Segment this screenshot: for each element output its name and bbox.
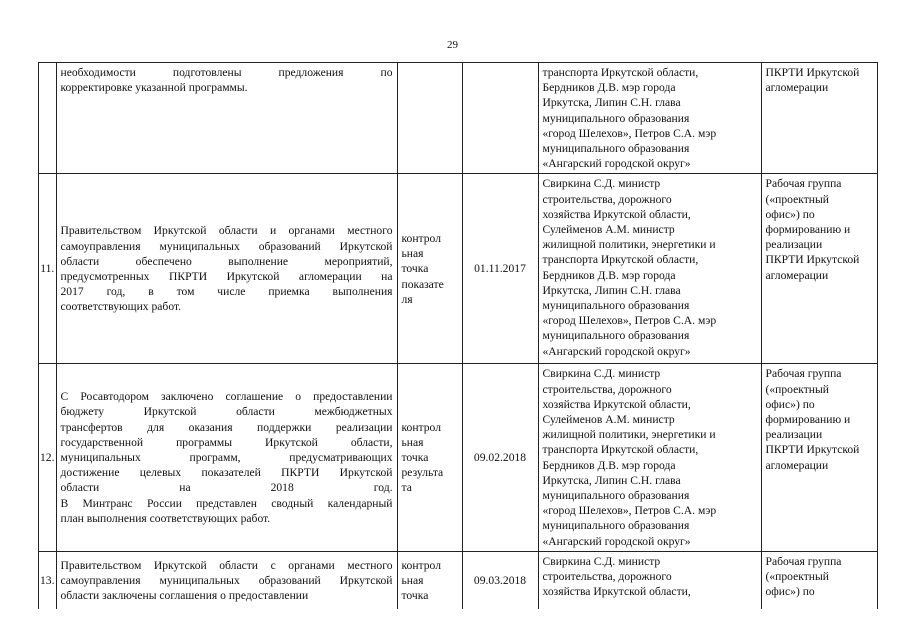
type-line: контрол <box>401 558 441 572</box>
responsible-line: «Ангарский городской округ» <box>542 157 691 171</box>
event-line: Правительством Иркутской области и органами местного <box>60 224 393 238</box>
responsible-line: Иркутска, Липин С.Н. глава <box>542 473 681 487</box>
responsible-line: Свиркина С.Д. министр <box>542 367 661 381</box>
responsible-line: «город Шелехов», Петров С.А. мэр <box>542 126 717 140</box>
event-line: Правительством Иркутской области с органами местного <box>60 558 393 572</box>
responsible-line: муниципального образования <box>542 142 690 156</box>
responsible-line: муниципального образования <box>542 489 690 503</box>
type-line: ьная <box>401 435 424 449</box>
type-cell <box>397 63 462 174</box>
table-row <box>39 174 878 364</box>
plan-table-body <box>39 63 878 610</box>
type-line: контрол <box>401 231 441 245</box>
page-number: 29 <box>447 39 458 51</box>
responsible-line: Свиркина С.Д. министр <box>542 177 661 191</box>
responsible-line: транспорта Иркутской области, <box>542 253 699 267</box>
responsible-line: транспорта Иркутской области, <box>542 66 699 79</box>
responsible-line: хозяйства Иркутской области, <box>542 207 691 221</box>
group-line: формированию и <box>765 223 851 237</box>
type-line: точка <box>401 451 429 465</box>
type-cell <box>397 551 462 609</box>
responsible-line: жилищной политики, энергетики и <box>542 238 716 252</box>
responsible-line: Свиркина С.Д. министр <box>542 554 661 568</box>
event-line: муниципальных программ, предусматривающих <box>60 451 393 465</box>
type-line: показате <box>401 277 444 291</box>
plan-table <box>38 62 878 609</box>
responsible-line: «Ангарский городской округ» <box>542 534 691 548</box>
row-number: 13. <box>39 551 57 609</box>
date-cell: 01.11.2017 <box>462 174 538 364</box>
type-line: точка <box>401 262 429 276</box>
type-line: контрол <box>401 420 441 434</box>
responsible-cell <box>538 551 761 609</box>
event-line: В Минтранс России представлен сводный календарный <box>60 496 393 510</box>
responsible-cell <box>538 364 761 551</box>
group-line: агломерации <box>765 268 829 282</box>
type-line: ля <box>401 292 413 306</box>
event-line: самоуправления муниципальных образований Иркутской <box>60 239 393 253</box>
group-line: («проектный <box>765 570 829 584</box>
responsible-cell <box>538 63 761 174</box>
responsible-line: жилищной политики, энергетики и <box>542 428 716 442</box>
responsible-line: Иркутска, Липин С.Н. глава <box>542 96 681 110</box>
event-line: предусмотренных ПКРТИ Иркутской агломерации на <box>60 269 393 283</box>
group-line: агломерации <box>765 458 829 472</box>
group-line: агломерации <box>765 81 829 95</box>
event-line: соответствующих работ. <box>60 300 182 314</box>
responsible-line: муниципального образования <box>542 519 690 533</box>
responsible-line: строительства, дорожного <box>542 192 672 206</box>
date-cell <box>462 63 538 174</box>
group-line: ПКРТИ Иркутской <box>765 443 860 457</box>
responsible-line: Сулейменов А.М. министр <box>542 223 675 237</box>
responsible-line: Бердников Д.В. мэр города <box>542 268 676 282</box>
responsible-cell <box>538 174 761 364</box>
group-line: ПКРТИ Иркутской <box>765 253 860 267</box>
responsible-line: строительства, дорожного <box>542 382 672 396</box>
responsible-line: Бердников Д.В. мэр города <box>542 81 676 95</box>
group-line: («проектный <box>765 382 829 396</box>
group-line: Рабочая группа <box>765 367 842 381</box>
event-line: области заключены соглашения о предоставлении <box>60 589 309 603</box>
type-line: точка <box>401 589 429 603</box>
responsible-line: хозяйства Иркутской области, <box>542 397 691 411</box>
group-line: формированию и <box>765 413 851 427</box>
responsible-line: муниципального образования <box>542 329 690 343</box>
event-cell <box>56 364 397 551</box>
group-cell <box>761 364 877 551</box>
group-line: ПКРТИ Иркутской <box>765 66 860 79</box>
table-row <box>39 364 878 551</box>
responsible-line: строительства, дорожного <box>542 570 672 584</box>
responsible-line: муниципального образования <box>542 299 690 313</box>
table-row <box>39 63 878 174</box>
event-line: необходимости подготовлены предложения по <box>60 66 393 79</box>
group-line: реализации <box>765 238 823 252</box>
group-line: офис») по <box>765 207 815 221</box>
event-line: 2017 год, в том числе приемка выполнения <box>60 285 393 299</box>
type-line: ьная <box>401 247 424 261</box>
event-cell <box>56 174 397 364</box>
event-line: план выполнения соответствующих работ. <box>60 511 271 525</box>
type-line: та <box>401 481 412 495</box>
responsible-line: «Ангарский городской округ» <box>542 344 691 358</box>
event-line: корректировке указанной программы. <box>60 81 248 95</box>
group-line: Рабочая группа <box>765 177 842 191</box>
row-number: 11. <box>39 174 57 364</box>
event-line: С Росавтодором заключено соглашение о предоставлении <box>60 390 393 404</box>
row-number: 12. <box>39 364 57 551</box>
event-cell <box>56 63 397 174</box>
event-cell <box>56 551 397 609</box>
group-line: («проектный <box>765 192 829 206</box>
responsible-line: «город Шелехов», Петров С.А. мэр <box>542 504 717 518</box>
event-line: области на 2018 год. <box>60 481 393 495</box>
date-cell: 09.03.2018 <box>462 551 538 609</box>
event-line: самоуправления муниципальных образований Иркутской <box>60 574 393 587</box>
group-cell <box>761 174 877 364</box>
responsible-line: транспорта Иркутской области, <box>542 443 699 457</box>
event-line: трансфертов для оказания поддержки реализации <box>60 420 393 434</box>
type-line: ьная <box>401 574 424 587</box>
type-cell <box>397 364 462 551</box>
table-row <box>39 551 878 609</box>
group-line: реализации <box>765 428 823 442</box>
responsible-line: хозяйства Иркутской области, <box>542 585 691 599</box>
responsible-line: Сулейменов А.М. министр <box>542 413 675 427</box>
event-line: достижение целевых показателей ПКРТИ Иркутской <box>60 466 393 480</box>
responsible-line: Бердников Д.В. мэр города <box>542 458 676 472</box>
type-line: результа <box>401 466 444 480</box>
group-cell <box>761 63 877 174</box>
event-line: области обеспечено выполнение мероприятий, <box>60 254 393 268</box>
type-cell <box>397 174 462 364</box>
event-line: государственной программы Иркутской области, <box>60 435 393 449</box>
responsible-line: «город Шелехов», Петров С.А. мэр <box>542 314 717 328</box>
date-cell: 09.02.2018 <box>462 364 538 551</box>
group-cell <box>761 551 877 609</box>
group-line: офис») по <box>765 585 815 599</box>
group-line: офис») по <box>765 397 815 411</box>
responsible-line: Иркутска, Липин С.Н. глава <box>542 283 681 297</box>
group-line: Рабочая группа <box>765 554 842 568</box>
row-number <box>39 63 57 174</box>
event-line: бюджету Иркутской области межбюджетных <box>60 405 393 419</box>
responsible-line: муниципального образования <box>542 111 690 125</box>
